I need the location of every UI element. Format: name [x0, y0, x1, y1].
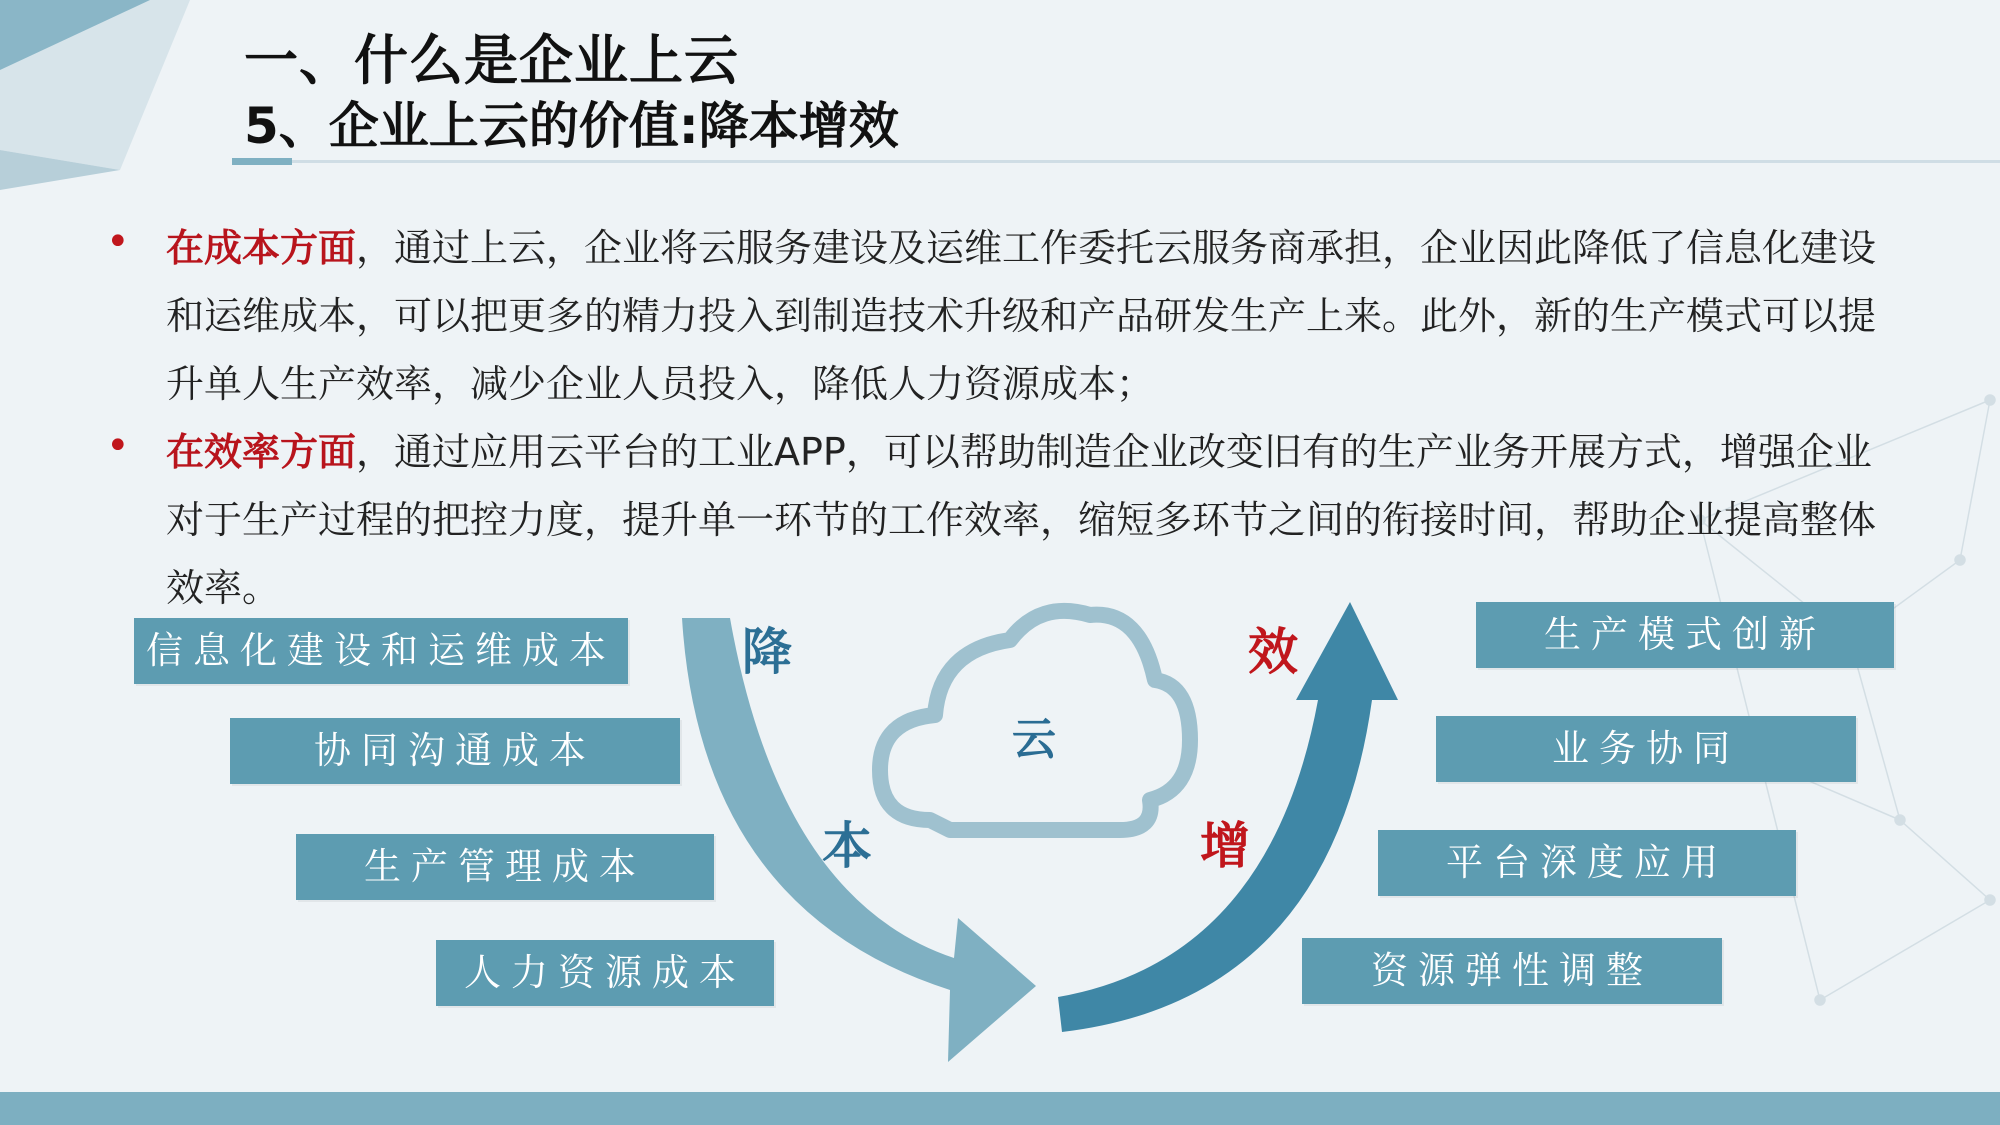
bullet-lead: 在成本方面 [166, 226, 357, 270]
reduce-char-1: 降 [742, 623, 792, 681]
bullet-lead: 在效率方面 [166, 430, 357, 474]
slide-subtitle: 5、企业上云的价值:降本增效 [244, 97, 899, 155]
increase-char-2: 增 [1200, 817, 1250, 875]
efficiency-item: 业务协同 [1436, 716, 1856, 782]
footer-band [0, 1092, 2000, 1125]
increase-char-1: 效 [1248, 623, 1298, 681]
bullet-text: ，通过应用云平台的工业APP，可以帮助制造企业改变旧有的生产业务开展方式，增强企业对于生产过程的把控力度，提升单一环节的工作效率，缩短多环节之间的衔接时间，帮助企业提高整体效率。 [166, 430, 1877, 610]
cost-item: 生产管理成本 [296, 834, 714, 900]
bullet-dot: • [106, 219, 130, 265]
bullet-text: ，通过上云，企业将云服务建设及运维工作委托云服务商承担，企业因此降低了信息化建设和运维成本，可以把更多的精力投入到制造技术升级和产品研发生产上来。此外，新的生产模式可以提升单人生产效率，减少企业人员投入，降低人力资源成本； [166, 226, 1877, 406]
bullet-dot: • [106, 423, 130, 469]
center-cloud-label: 云 [1012, 714, 1056, 765]
cost-item: 信息化建设和运维成本 [134, 618, 628, 684]
cost-item: 人力资源成本 [436, 940, 774, 1006]
efficiency-item: 资源弹性调整 [1302, 938, 1722, 1004]
cost-item: 协同沟通成本 [230, 718, 680, 784]
slide-title: 一、什么是企业上云 [244, 29, 739, 92]
efficiency-item: 平台深度应用 [1378, 830, 1796, 896]
efficiency-item: 生产模式创新 [1476, 602, 1894, 668]
reduce-char-2: 本 [822, 817, 872, 875]
